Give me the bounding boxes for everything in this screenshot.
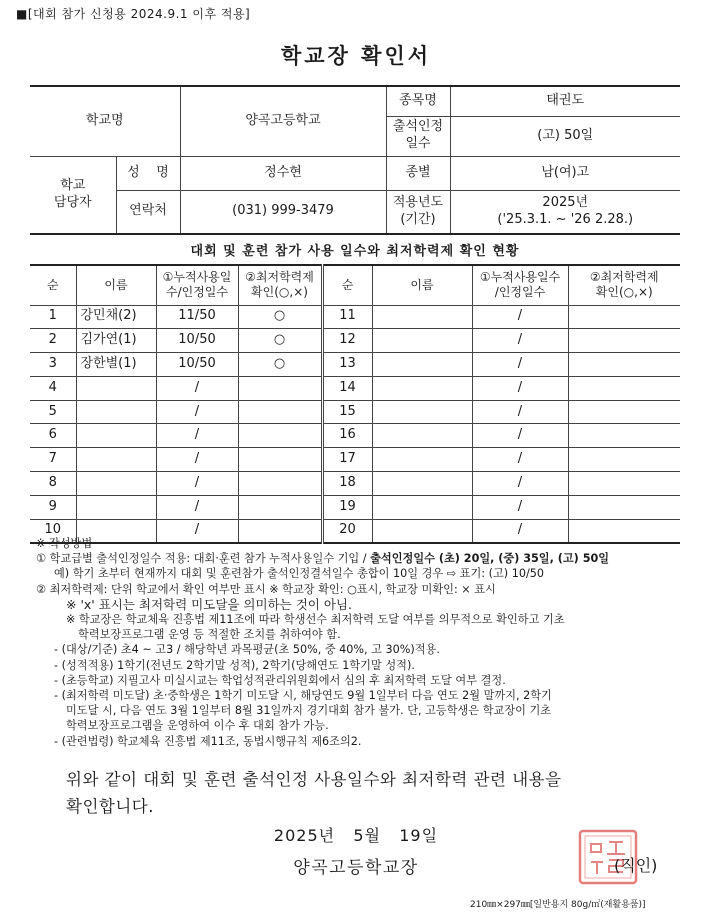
table-row <box>30 305 680 329</box>
row-name-right <box>372 353 472 377</box>
header-name: 이름 <box>76 265 156 305</box>
row-min-check <box>238 424 322 448</box>
table-row <box>30 448 680 472</box>
table-row <box>30 472 680 496</box>
row-name-right <box>372 495 472 519</box>
row-min-check-right <box>568 448 680 472</box>
row-name-right <box>372 448 472 472</box>
table-row <box>30 329 680 353</box>
row-no: 7 <box>30 448 76 472</box>
row-days-right: / <box>472 519 568 543</box>
row-days: / <box>156 495 238 519</box>
signer-name: 양곡고등학교장 <box>293 858 419 878</box>
row-name-right <box>372 400 472 424</box>
row-min-check-right <box>568 305 680 329</box>
row-days-right: / <box>472 448 568 472</box>
row-no: 4 <box>30 376 76 400</box>
header-days-right: ①누적사용일수 /인정일수 <box>472 265 568 305</box>
page-title: 학교장 확인서 <box>280 44 432 68</box>
top-note: ■[대회 참가 신청용 2024.9.1 이후 적용] <box>16 7 251 21</box>
row-name-right <box>372 305 472 329</box>
row-no: 6 <box>30 424 76 448</box>
note-2: ② 최저학력제: 단위 학교에서 확인 여부만 표시 ※ 학교장 확인: ○표시, 학교장 미확인: × 표시 <box>36 582 496 596</box>
row-name-right <box>372 472 472 496</box>
event-value: 태권도 <box>450 86 680 116</box>
row-name <box>76 472 156 496</box>
row-no-right: 18 <box>322 472 372 496</box>
row-days-right: / <box>472 305 568 329</box>
confirmation-text <box>66 766 686 820</box>
year-label: 적용년도 (기간) <box>386 190 450 234</box>
row-min-check <box>238 448 322 472</box>
row-no: 2 <box>30 329 76 353</box>
days-value: (고) 50일 <box>450 116 680 156</box>
header-min: ②최저학력제 확인(○,×) <box>238 265 322 305</box>
year-value: 2025년 ('25.3.1. ~ '26 2.28.) <box>450 190 680 234</box>
note-4-cont: 학력보장프로그램 운영 등 적절한 조치를 취하여야 함. <box>78 628 341 642</box>
row-days: / <box>156 400 238 424</box>
confirmation-line-1: 위와 같이 대회 및 훈련 출석인정 사용일수와 최저학력 관련 내용을 <box>66 770 562 789</box>
phone-label: 연락처 <box>116 190 180 234</box>
row-min-check-right <box>568 495 680 519</box>
row-no-right: 13 <box>322 353 372 377</box>
row-name: 장한별(1) <box>76 353 156 377</box>
row-no-right: 19 <box>322 495 372 519</box>
school-label: 학교명 <box>30 86 180 156</box>
row-name: 김가연(1) <box>76 329 156 353</box>
row-name <box>76 424 156 448</box>
row-no-right: 15 <box>322 400 372 424</box>
roster-header-row <box>30 265 680 305</box>
note-1: ① 학교급별 출석인정일수 적용: 대회·훈련 참가 누적사용일수 기입 / 출석인정일수 (초) 20일, (중) 35일, (고) 50일 <box>36 552 610 566</box>
confirmation-line-2: 확인합니다. <box>66 797 154 816</box>
roster-table <box>30 264 680 544</box>
row-no: 10 <box>30 519 76 543</box>
row-no: 9 <box>30 495 76 519</box>
note-9: - (관련법령) 학교체육 진흥법 제11조, 동법시행규칙 제6조의2. <box>54 734 362 748</box>
row-days-right: / <box>472 424 568 448</box>
table-row <box>30 400 680 424</box>
row-days-right: / <box>472 376 568 400</box>
row-days: / <box>156 472 238 496</box>
row-no-right: 11 <box>322 305 372 329</box>
note-4: ※ 학교장은 학교체육 진흥법 제11조에 따라 학생선수 최저학력 도달 여부를 의무적으로 확인하고 기초 <box>66 613 565 627</box>
header-no-right: 순 <box>322 265 372 305</box>
table-row <box>30 495 680 519</box>
row-name <box>76 376 156 400</box>
note-8: - (최저학력 미도달) 초·중학생은 1학기 미도달 시, 해당연도 9월 1일부터 다음 연도 2월 말까지, 2학기 <box>54 689 552 703</box>
row-days: 11/50 <box>156 305 238 329</box>
row-min-check <box>238 400 322 424</box>
note-5: - (대상/기준) 초4 ~ 고3 / 해당학년 과목평균(초 50%, 중 40%, 고 30%)적용. <box>54 643 440 657</box>
row-no: 5 <box>30 400 76 424</box>
row-no: 3 <box>30 353 76 377</box>
row-days: / <box>156 424 238 448</box>
row-no: 1 <box>30 305 76 329</box>
note-1-example: 예) 학기 초부터 현재까지 대회 및 훈련참가 출석인정결석일수 총합이 10일 경우 ⇨ 표기: (고) 10/50 <box>54 567 544 581</box>
phone-value: (031) 999-3479 <box>180 190 386 234</box>
header-no: 순 <box>30 265 76 305</box>
row-days-right: / <box>472 353 568 377</box>
school-value: 양곡고등학교 <box>180 86 386 156</box>
header-days: ①누적사용일 수/인정일수 <box>156 265 238 305</box>
seal-label: (직인) <box>614 856 658 875</box>
table-row <box>30 376 680 400</box>
note-8-cont-1: 미도달 시, 다음 연도 3월 1일부터 8월 31일까지 경기대회 참가 불가. 단, 고등학생은 학교장이 기초 <box>66 704 552 718</box>
gender-value: 남(여)고 <box>450 156 680 190</box>
row-days: 10/50 <box>156 329 238 353</box>
row-no: 8 <box>30 472 76 496</box>
row-name <box>76 448 156 472</box>
row-no-right: 12 <box>322 329 372 353</box>
row-min-check: ○ <box>238 329 322 353</box>
row-min-check-right <box>568 376 680 400</box>
row-name-right <box>372 424 472 448</box>
row-min-check: ○ <box>238 353 322 377</box>
note-8-cont-2: 학력보장프로그램을 운영하여 이수 후 대회 참가 가능. <box>66 719 329 733</box>
row-no-right: 20 <box>322 519 372 543</box>
row-name: 강민채(2) <box>76 305 156 329</box>
gender-label: 종별 <box>386 156 450 190</box>
row-name-right <box>372 376 472 400</box>
roster-title: 대회 및 훈련 참가 사용 일수와 최저학력제 확인 현황 <box>190 244 520 259</box>
row-min-check-right <box>568 472 680 496</box>
row-days: / <box>156 376 238 400</box>
row-name-right <box>372 329 472 353</box>
row-no-right: 17 <box>322 448 372 472</box>
name-value: 정수현 <box>180 156 386 190</box>
row-min-check: ○ <box>238 305 322 329</box>
instructions <box>36 536 676 749</box>
row-no-right: 16 <box>322 424 372 448</box>
row-days: / <box>156 519 238 543</box>
notes-heading: ※ 작성방법 <box>36 537 93 550</box>
row-min-check <box>238 376 322 400</box>
row-days: / <box>156 448 238 472</box>
table-row <box>30 424 680 448</box>
note-7: - (초등학교) 지필고사 미실시교는 학업성적관리위원회에서 심의 후 최저학력 도달 여부 결정. <box>54 673 506 687</box>
paper-spec: 210㎜×297㎜[일반용지 80g/㎡(재활용품)] <box>470 900 646 910</box>
days-label: 출석인정 일수 <box>386 116 450 156</box>
name-label: 성 명 <box>116 156 180 190</box>
row-days-right: / <box>472 329 568 353</box>
row-name <box>76 495 156 519</box>
header-name-right: 이름 <box>372 265 472 305</box>
event-label: 종목명 <box>386 86 450 116</box>
contact-group-label: 학교 담당자 <box>30 156 116 234</box>
row-min-check-right <box>568 329 680 353</box>
row-min-check-right <box>568 424 680 448</box>
row-days: 10/50 <box>156 353 238 377</box>
row-no-right: 14 <box>322 376 372 400</box>
row-min-check <box>238 495 322 519</box>
info-table <box>30 85 680 235</box>
row-name <box>76 400 156 424</box>
row-days-right: / <box>472 472 568 496</box>
note-3: ※ 'x' 표시는 최저학력 미도달을 의미하는 것이 아님. <box>66 596 352 612</box>
issue-date: 2025년 5월 19일 <box>273 826 439 845</box>
table-row <box>30 353 680 377</box>
row-min-check-right <box>568 400 680 424</box>
note-6: - (성적적용) 1학기(전년도 2학기말 성적), 2학기(당해연도 1학기말 성적). <box>54 658 415 672</box>
row-min-check <box>238 472 322 496</box>
row-days-right: / <box>472 495 568 519</box>
row-days-right: / <box>472 400 568 424</box>
header-min-right: ②최저학력제 확인(○,×) <box>568 265 680 305</box>
row-min-check-right <box>568 353 680 377</box>
